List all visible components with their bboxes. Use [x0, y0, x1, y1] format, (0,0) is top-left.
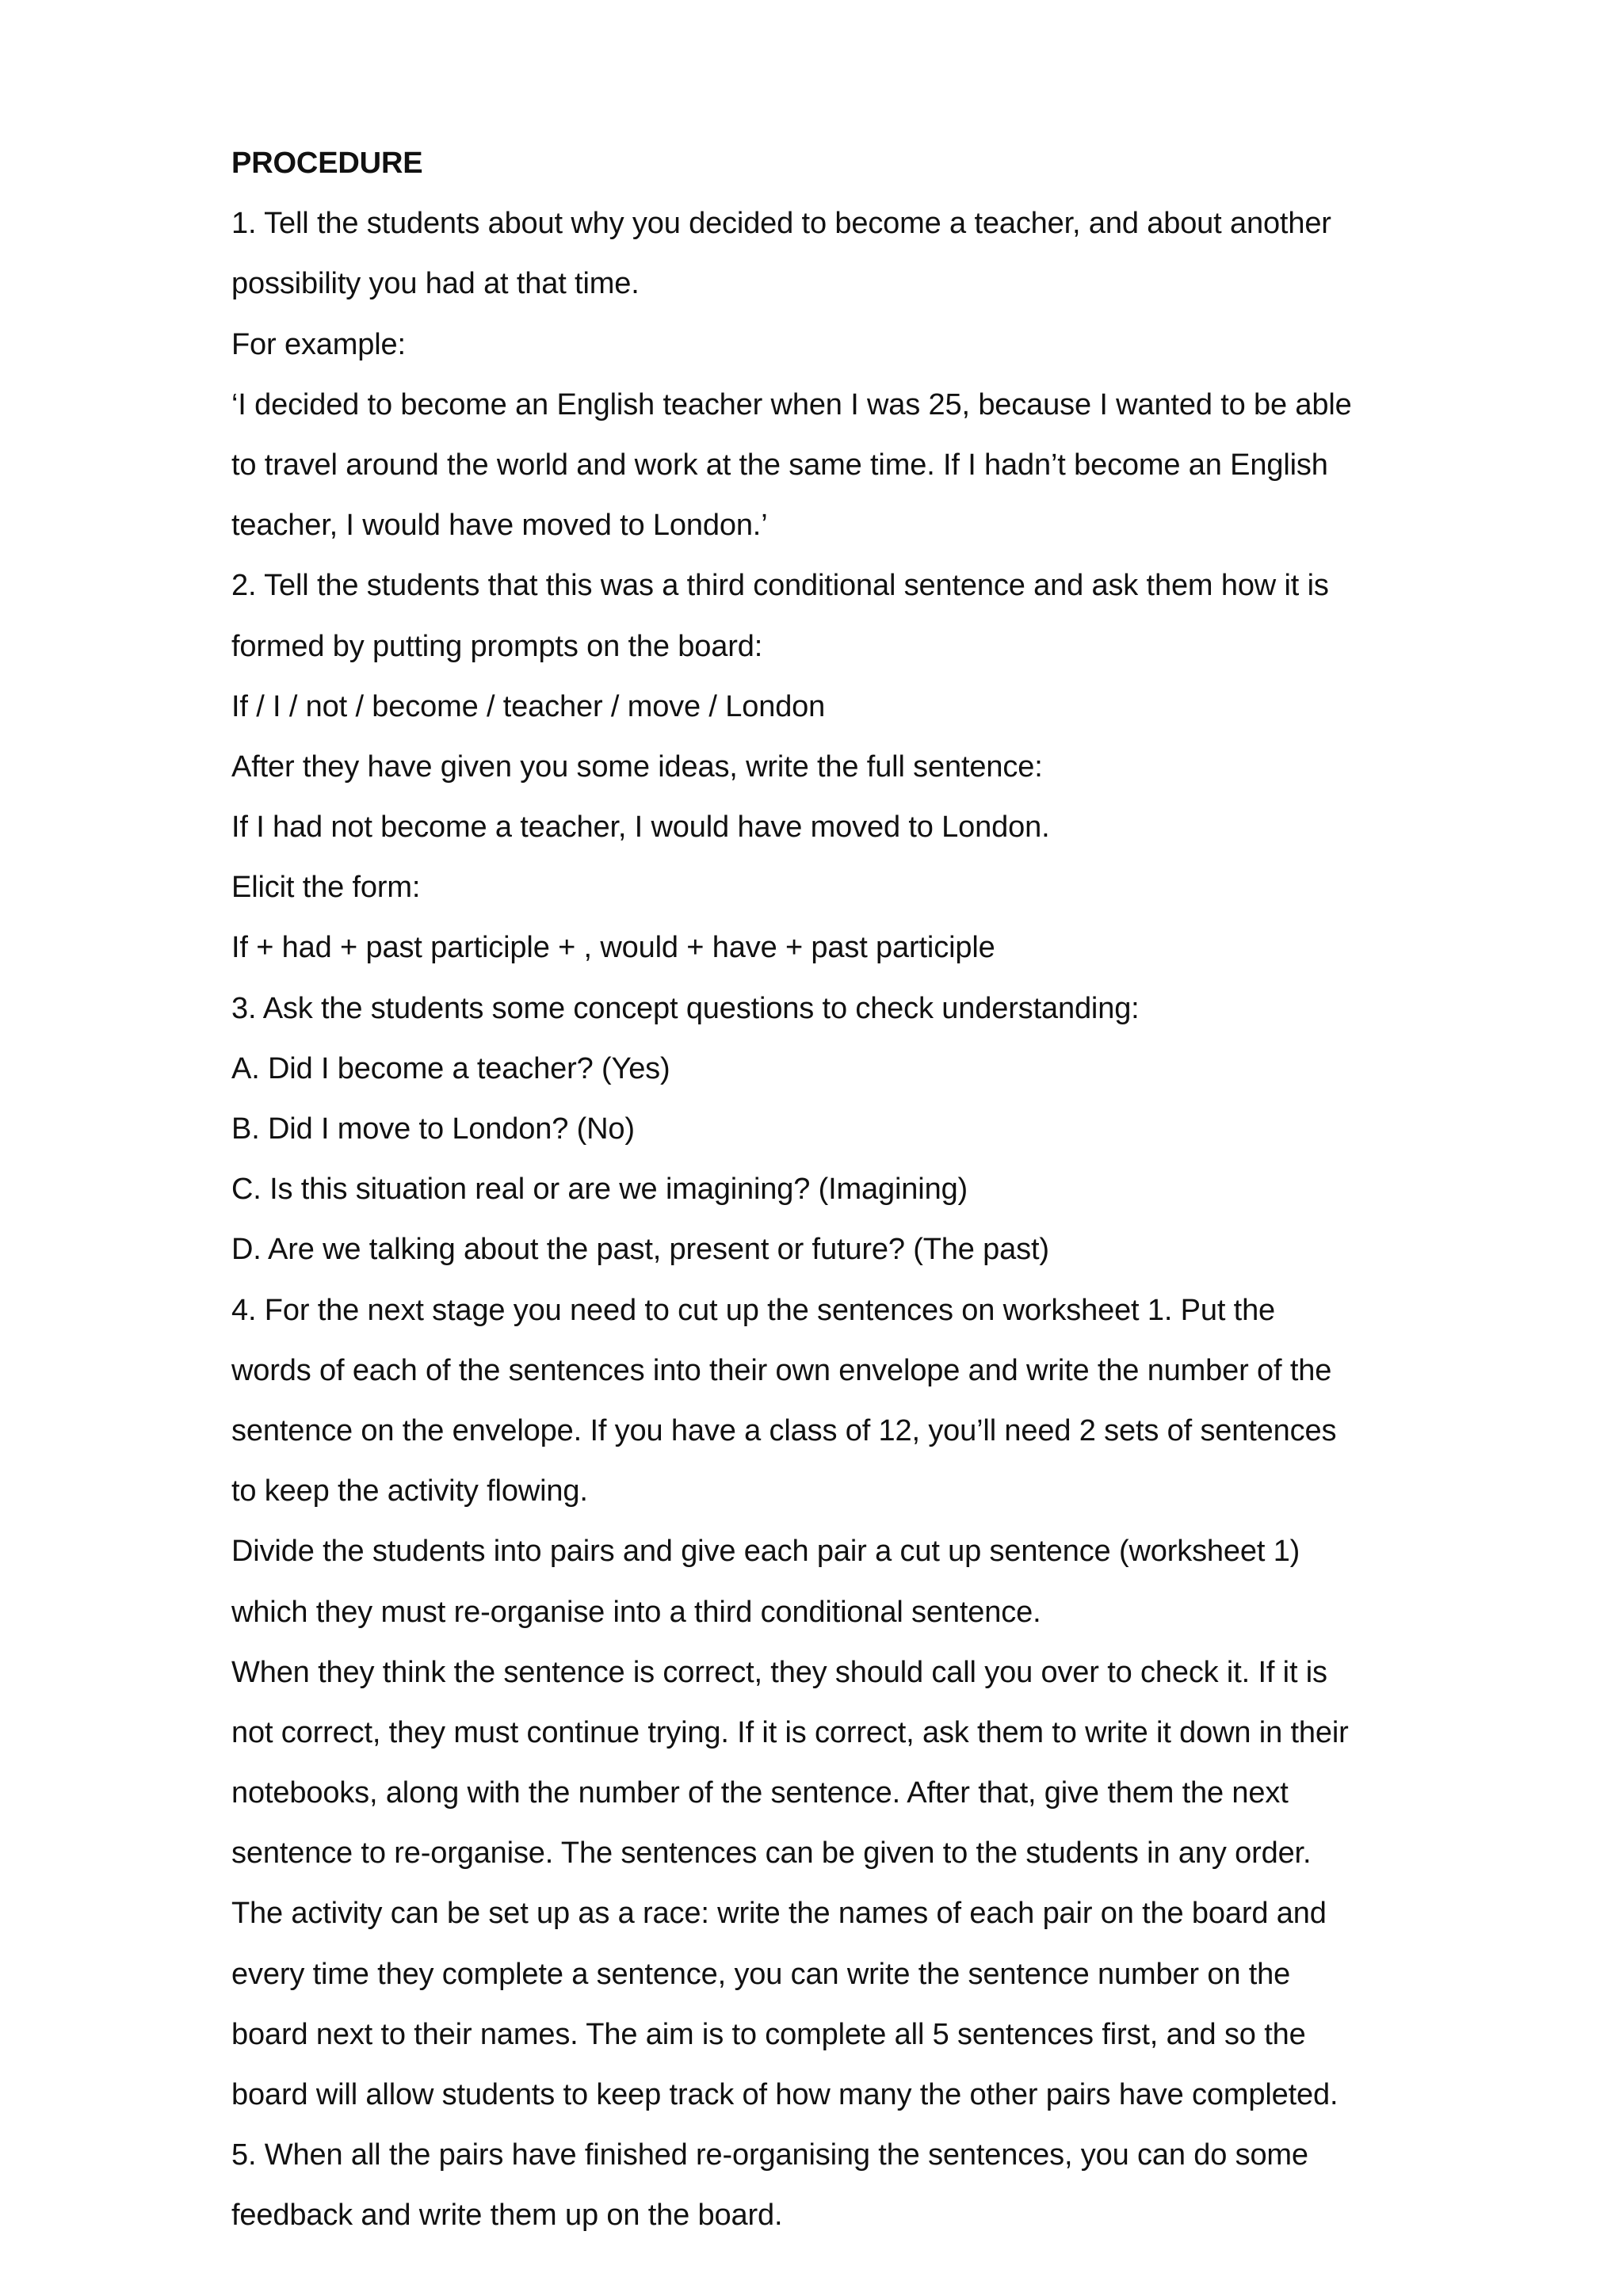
text-line: which they must re-organise into a third conditional sentence. [231, 1595, 1041, 1629]
text-line: board next to their names. The aim is to complete all 5 sentences first, and so the [231, 2017, 1306, 2051]
text-line: feedback and write them up on the board. [231, 2199, 783, 2233]
document-page [231, 133, 1420, 2246]
text-line: Divide the students into pairs and give each pair a cut up sentence (worksheet 1) [231, 1535, 1300, 1569]
text-line: When they think the sentence is correct, they should call you over to check it. If it is [231, 1655, 1327, 1689]
text-line: The activity can be set up as a race: write the names of each pair on the board and [231, 1897, 1327, 1931]
text-line: 5. When all the pairs have finished re-organising the sentences, you can do some [231, 2138, 1308, 2172]
text-line: If / I / not / become / teacher / move / London [231, 689, 826, 723]
text-line: notebooks, along with the number of the sentence. After that, give them the next [231, 1776, 1289, 1810]
text-line: formed by putting prompts on the board: [231, 629, 763, 663]
text-line: teacher, I would have moved to London.’ [231, 509, 768, 543]
text-line: 3. Ask the students some concept questions to check understanding: [231, 991, 1140, 1025]
text-line: After they have given you some ideas, write the full sentence: [231, 749, 1043, 784]
text-line: not correct, they must continue trying. If it is correct, ask them to write it down in their [231, 1715, 1349, 1749]
text-line: If I had not become a teacher, I would have moved to London. [231, 810, 1050, 845]
text-line: to travel around the world and work at the same time. If I hadn’t become an English [231, 448, 1328, 482]
text-line: board will allow students to keep track of how many the other pairs have completed. [231, 2078, 1338, 2111]
text-line: 1. Tell the students about why you decided to become a teacher, and about another [231, 207, 1331, 241]
text-line: sentence on the envelope. If you have a class of 12, you’ll need 2 sets of sentences [231, 1413, 1337, 1447]
text-line: possibility you had at that time. [231, 267, 640, 301]
procedure-body [231, 193, 1420, 2245]
text-line: words of each of the sentences into their own envelope and write the number of the [231, 1353, 1332, 1387]
text-line: A. Did I become a teacher? (Yes) [231, 1051, 670, 1085]
text-line: D. Are we talking about the past, present or future? (The past) [231, 1233, 1049, 1267]
text-line: every time they complete a sentence, you can write the sentence number on the [231, 1957, 1291, 1991]
text-line: to keep the activity flowing. [231, 1474, 588, 1508]
text-line: B. Did I move to London? (No) [231, 1112, 635, 1146]
section-heading: PROCEDURE [231, 147, 423, 180]
text-line: 4. For the next stage you need to cut up the sentences on worksheet 1. Put the [231, 1293, 1276, 1327]
text-line: 2. Tell the students that this was a third conditional sentence and ask them how it is [231, 569, 1329, 603]
text-line: ‘I decided to become an English teacher when I was 25, because I wanted to be able [231, 387, 1352, 421]
text-line: Elicit the form: [231, 871, 421, 905]
text-line: sentence to re-organise. The sentences can be given to the students in any order. [231, 1836, 1312, 1871]
text-line: If + had + past participle + , would + have + past participle [231, 931, 995, 965]
text-line: For example: [231, 327, 406, 361]
text-line: C. Is this situation real or are we imagining? (Imagining) [231, 1173, 968, 1207]
